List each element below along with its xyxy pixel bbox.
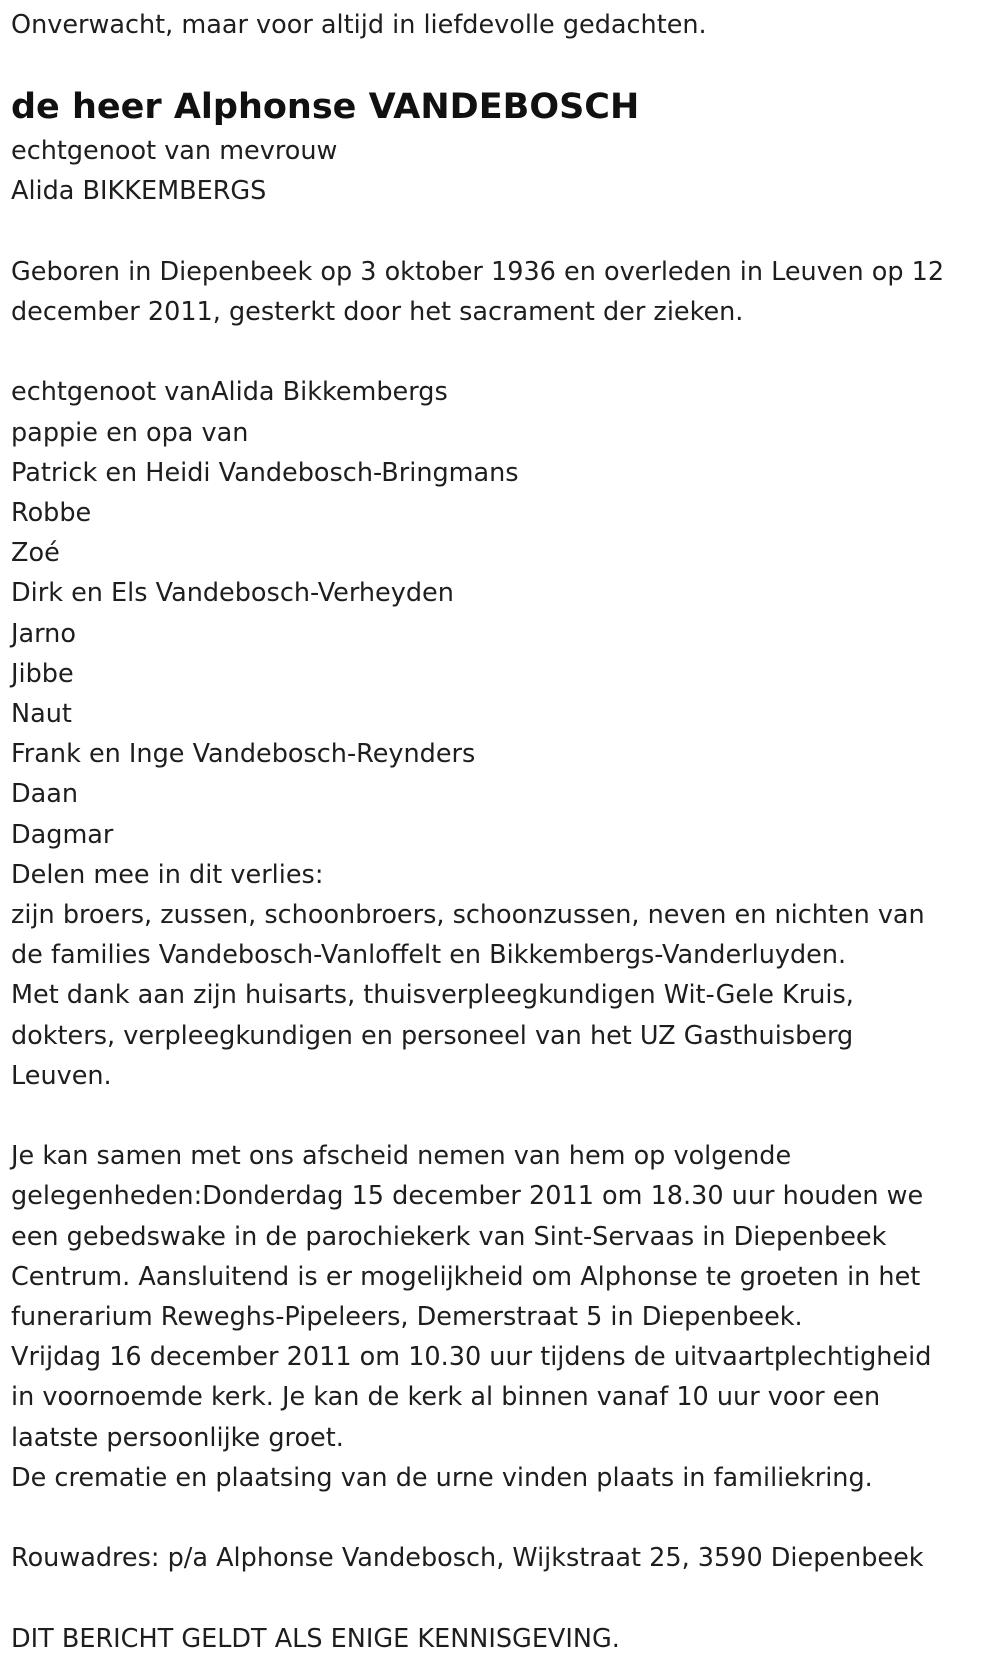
ceremony-line: Vrijdag 16 december 2011 om 10.30 uur tijdens de uitvaartplechtigheid	[11, 1342, 932, 1373]
ceremony-line: Je kan samen met ons afscheid nemen van hem op volgende	[11, 1141, 792, 1172]
spouse-line: echtgenoot van mevrouw	[11, 136, 338, 167]
family-line: Zoé	[11, 538, 60, 569]
paragraph-spacer	[11, 1578, 986, 1618]
paragraph-spacer	[11, 1498, 986, 1538]
spouse-block	[11, 131, 986, 211]
mourning-address: Rouwadres: p/a Alphonse Vandebosch, Wijkstraat 25, 3590 Diepenbeek	[11, 1543, 924, 1574]
family-list	[11, 372, 986, 1096]
ceremony-line: funerarium Reweghs-Pipeleers, Demerstraat 5 in Diepenbeek.	[11, 1302, 803, 1333]
family-line: Daan	[11, 779, 79, 810]
paragraph-spacer	[11, 212, 986, 252]
family-line: Frank en Inge Vandebosch-Reynders	[11, 739, 476, 770]
family-line: zijn broers, zussen, schoonbroers, schoonzussen, neven en nichten van	[11, 900, 925, 931]
ceremony-line: een gebedswake in de parochiekerk van Sint-Servaas in Diepenbeek	[11, 1221, 887, 1252]
birth-death-paragraph	[11, 252, 986, 332]
birth-death-line: december 2011, gesterkt door het sacrament der zieken.	[11, 297, 744, 327]
ceremony-line: laatste persoonlijke groet.	[11, 1422, 344, 1453]
ceremony-line: De crematie en plaatsing van de urne vinden plaats in familiekring.	[11, 1462, 873, 1493]
family-line: pappie en opa van	[11, 417, 249, 448]
spouse-name: Alida BIKKEMBERGS	[11, 176, 267, 207]
ceremony-line: gelegenheden:Donderdag 15 december 2011 om 18.30 uur houden we	[11, 1181, 924, 1212]
family-line: Robbe	[11, 498, 92, 528]
notice-text: DIT BERICHT GELDT ALS ENIGE KENNISGEVING.	[11, 1623, 620, 1654]
ceremony-line: in voornoemde kerk. Je kan de kerk al binnen vanaf 10 uur voor een	[11, 1382, 881, 1413]
intro-text: Onverwacht, maar voor altijd in liefdevolle gedachten.	[11, 10, 707, 40]
family-line: Met dank aan zijn huisarts, thuisverpleegkundigen Wit-Gele Kruis,	[11, 980, 854, 1011]
family-line: de families Vandebosch-Vanloffelt en Bikkembergs-Vanderluyden.	[11, 940, 847, 971]
family-line: echtgenoot vanAlida Bikkembergs	[11, 377, 448, 408]
ceremony-line: Centrum. Aansluitend is er mogelijkheid om Alphonse te groeten in het	[11, 1261, 921, 1292]
obituary-document	[11, 0, 986, 1659]
birth-death-line: Geboren in Diepenbeek op 3 oktober 1936 en overleden in Leuven op 12	[11, 256, 945, 287]
family-line: Leuven.	[11, 1060, 112, 1091]
family-line: Naut	[11, 699, 72, 730]
family-line: Dagmar	[11, 819, 114, 850]
family-line: Delen mee in dit verlies:	[11, 859, 324, 890]
paragraph-spacer	[11, 1096, 986, 1136]
paragraph-spacer	[11, 332, 986, 372]
family-line: dokters, verpleegkundigen en personeel van het UZ Gasthuisberg	[11, 1020, 854, 1051]
family-line: Jibbe	[11, 658, 74, 689]
family-line: Jarno	[11, 618, 76, 649]
family-line: Patrick en Heidi Vandebosch-Bringmans	[11, 457, 519, 488]
deceased-name-heading: de heer Alphonse VANDEBOSCH	[11, 87, 640, 128]
family-line: Dirk en Els Vandebosch-Verheyden	[11, 578, 454, 609]
ceremony-paragraph	[11, 1136, 986, 1498]
